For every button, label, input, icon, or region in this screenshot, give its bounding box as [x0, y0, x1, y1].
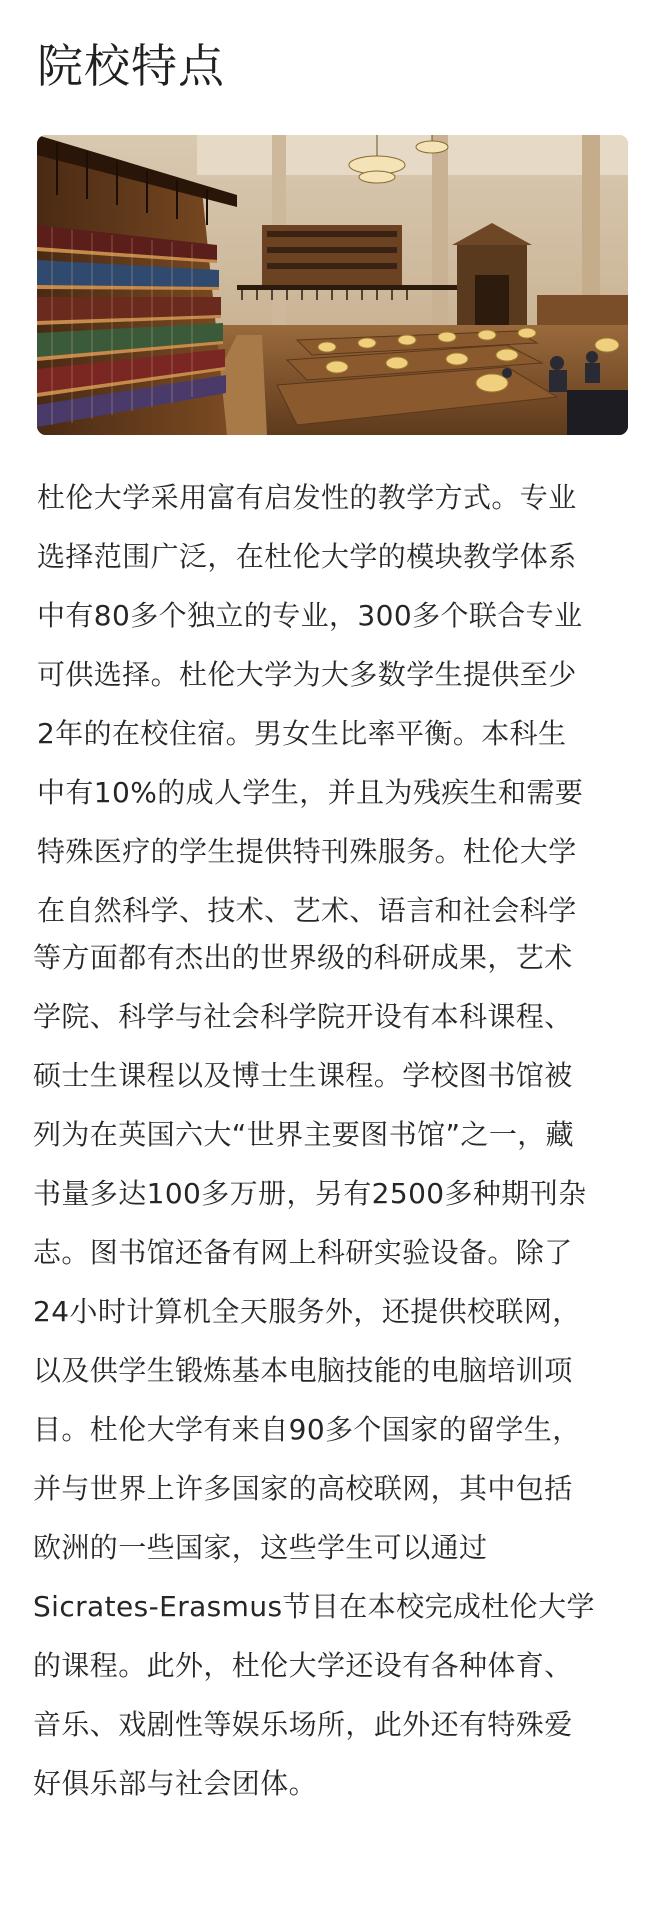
- page-title: 院校特点: [37, 39, 225, 93]
- paragraph-details: 等方面都有杰出的世界级的科研成果，艺术 学院、科学与社会科学院开设有本科课程、 硕士生课程以及博士生课程。学校图书馆被 列为在英国六大“世界主要图书馆”之一，藏 书量多达100多万册，另有2500多种期刊杂 志。图书馆还备有网上科研实验设备。除了 24小时计算机全天服务外，还提供校联网， 以及供学生锻炼基本电脑技能的电脑培训项 目。杜伦大学有来自90多个国家的留学生， 并与世界上许多国家的高校联网，其中包括 欧洲的一些国家，这些学生可以通过 Sicrates-Erasmus节目在本校完成杜伦大学 的课程。此外，杜伦大学还设有各种体育、 音乐、戏剧性等娱乐场所，此外还有特殊爱 好俱乐部与社会团体。: [33, 941, 595, 1800]
- paragraph-intro: 杜伦大学采用富有启发性的教学方式。专业 选择范围广泛，在杜伦大学的模块教学体系 中有80多个独立的专业，300多个联合专业 可供选择。杜伦大学为大多数学生提供至少 2年的在校住宿。男女生比率平衡。本科生 中有10%的成人学生，并且为残疾生和需要 特殊医疗的学生提供特刊殊服务。杜伦大学 在自然科学、技术、艺术、语言和社会科学: [37, 481, 584, 927]
- library-hall-photo: [37, 135, 628, 435]
